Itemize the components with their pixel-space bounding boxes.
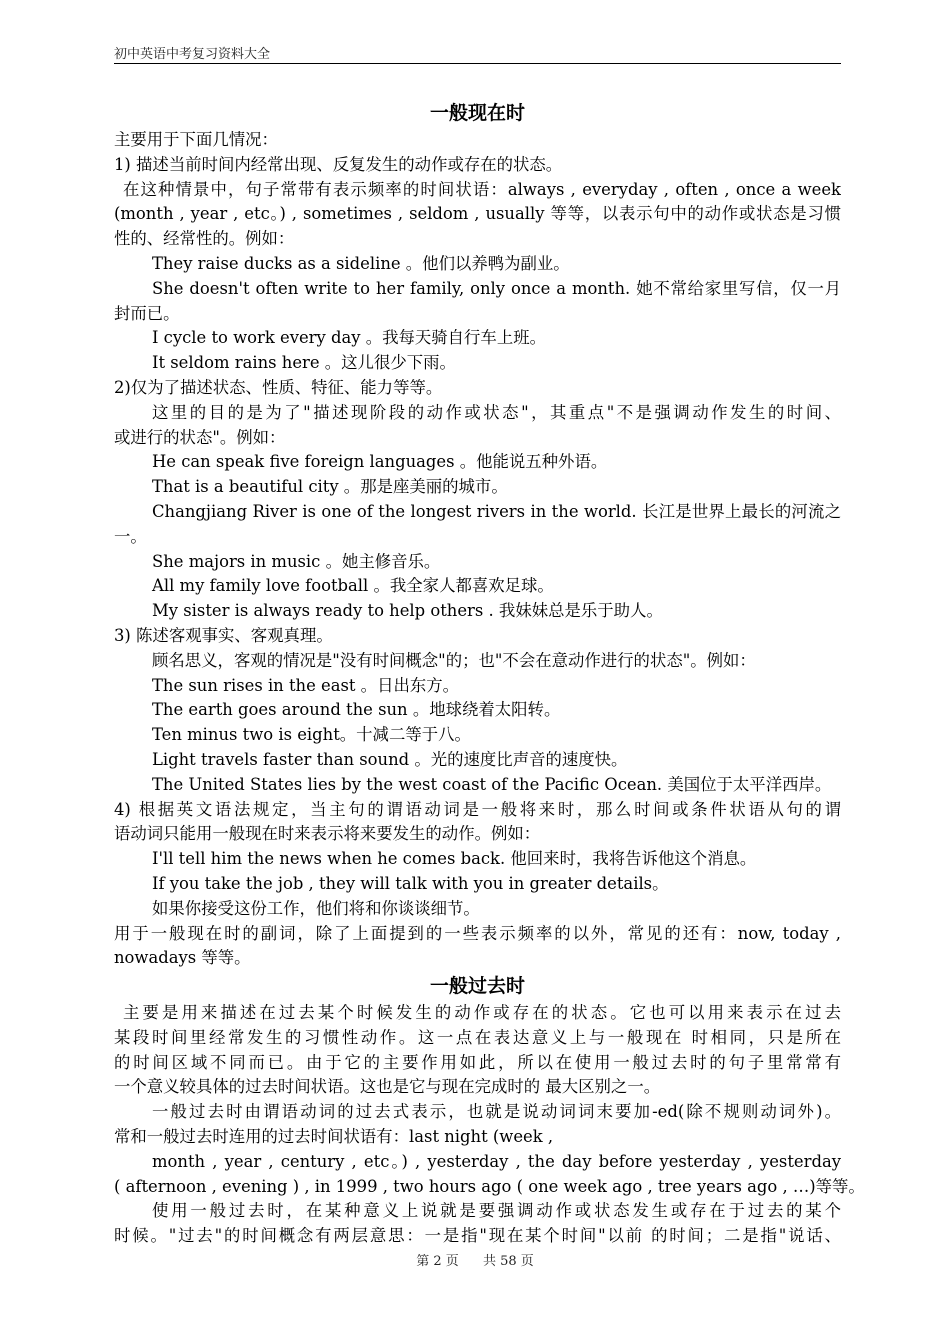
text-line: She majors in music 。她主修音乐。 [152, 551, 441, 571]
text-line: The United States lies by the west coast of the Pacific Ocean. 美国位于太平洋西岸。 [152, 774, 832, 794]
section-simple-present [114, 128, 841, 971]
text-line: 某段时间里经常发生的习惯性动作。这一点在表达意义上与一般现在 时相同，只是所在 [114, 1027, 841, 1047]
text-line: 4) 根据英文语法规定，当主句的谓语动词是一般将来时，那么时间或条件状语从句的谓 [114, 799, 841, 819]
text-line: 性的、经常性的。例如： [114, 229, 295, 249]
text-line: 1) 描述当前时间内经常出现、反复发生的动作或存在的状态。 [114, 154, 563, 174]
text-line: He can speak five foreign languages 。他能说五种外语。 [152, 452, 608, 472]
text-line: 一个意义较具体的过去时间状语。这也是它与现在完成时的 最大区别之一。 [114, 1077, 661, 1097]
text-line: 常和一般过去时连用的过去时间状语有：last night (week , [114, 1127, 554, 1147]
text-line: 用于一般现在时的副词，除了上面提到的一些表示频率的以外，常见的还有：now, today , [114, 923, 841, 943]
text-line: nowadays 等等。 [114, 948, 251, 968]
text-line: 主要用于下面几情况： [114, 130, 278, 149]
text-line: ( afternoon , evening ) , in 1999 , two hours ago ( one week ago , tree years ago , …)等等。 [114, 1176, 865, 1196]
document-body [114, 98, 865, 1249]
text-line: They raise ducks as a sideline 。他们以养鸭为副业。 [152, 253, 570, 273]
text-line: That is a beautiful city 。那是座美丽的城市。 [152, 477, 508, 497]
text-line: 封而已。 [114, 303, 180, 323]
text-line: 3) 陈述客观事实、客观真理。 [114, 625, 333, 645]
text-line: 一。 [114, 526, 147, 546]
text-line: Light travels faster than sound 。光的速度比声音的速度快。 [152, 749, 628, 769]
text-line: 一般过去时由谓语动词的过去式表示，也就是说动词词末要加-ed(除不规则动词外)。 [152, 1102, 841, 1122]
text-line: 在这种情景中，句子常带有表示频率的时间状语：always , everyday , often , once a week [123, 179, 841, 199]
text-line: My sister is always ready to help others . 我妹妹总是乐于助人。 [152, 601, 663, 621]
section-title-simple-past: 一般过去时 [429, 975, 525, 998]
section-simple-past [114, 1001, 865, 1249]
page-footer [0, 1250, 950, 1269]
text-line: 主要是用来描述在过去某个时候发生的动作或存在的状态。它也可以用来表示在过去 [123, 1003, 841, 1023]
text-line: She doesn't often write to her family, only once a month. 她不常给家里写信，仅一月 [152, 278, 841, 298]
page-number: 第 2 页 [416, 1254, 459, 1269]
text-line: 2)仅为了描述状态、性质、特征、能力等等。 [114, 377, 443, 397]
text-line: 这里的目的是为了"描述现阶段的动作或状态"，其重点"不是强调动作发生的时间、 [152, 402, 841, 422]
text-line: 语动词只能用一般现在时来表示将来要发生的动作。例如： [114, 824, 541, 844]
page-total: 共 58 页 [482, 1254, 534, 1269]
text-line: Ten minus two is eight。十减二等于八。 [152, 725, 471, 745]
text-line: Changjiang River is one of the longest rivers in the world. 长江是世界上最长的河流之 [152, 501, 841, 521]
text-line: 的时间区域不同而已。由于它的主要作用如此，所以在使用一般过去时的句子里常常有 [114, 1052, 841, 1072]
text-line: (month , year , etc。) , sometimes , seldom , usually 等等，以表示句中的动作或状态是习惯 [114, 204, 841, 224]
text-line: 如果你接受这份工作，他们将和你谈谈细节。 [152, 898, 480, 918]
text-line: I cycle to work every day 。我每天骑自行车上班。 [152, 328, 546, 348]
text-line: The sun rises in the east 。日出东方。 [152, 675, 460, 695]
text-line: month , year , century , etc。) , yesterday , the day before yesterday , yesterday [152, 1151, 841, 1171]
text-line: 顾名思义，客观的情况是"没有时间概念"的；也"不会在意动作进行的状态"。例如： [152, 650, 756, 670]
page-header [114, 41, 841, 64]
text-line: 或进行的状态"。例如： [114, 427, 286, 447]
section-title-simple-present: 一般现在时 [429, 102, 525, 124]
text-line: I'll tell him the news when he comes back. 他回来时，我将告诉他这个消息。 [152, 849, 757, 869]
text-line: 使用一般过去时，在某种意义上说就是要强调动作或状态发生或存在于过去的某个 [152, 1201, 841, 1221]
text-line: It seldom rains here 。这儿很少下雨。 [152, 353, 456, 373]
text-line: All my family love football 。我全家人都喜欢足球。 [152, 576, 554, 596]
text-line: 时候。"过去"的时间概念有两层意思：一是指"现在某个时间"以前 的时间；二是指"说话、 [114, 1226, 841, 1246]
header-title: 初中英语中考复习资料大全 [114, 47, 271, 62]
text-line: If you take the job , they will talk with you in greater details。 [152, 873, 669, 893]
text-line: The earth goes around the sun 。地球绕着太阳转。 [152, 700, 561, 720]
